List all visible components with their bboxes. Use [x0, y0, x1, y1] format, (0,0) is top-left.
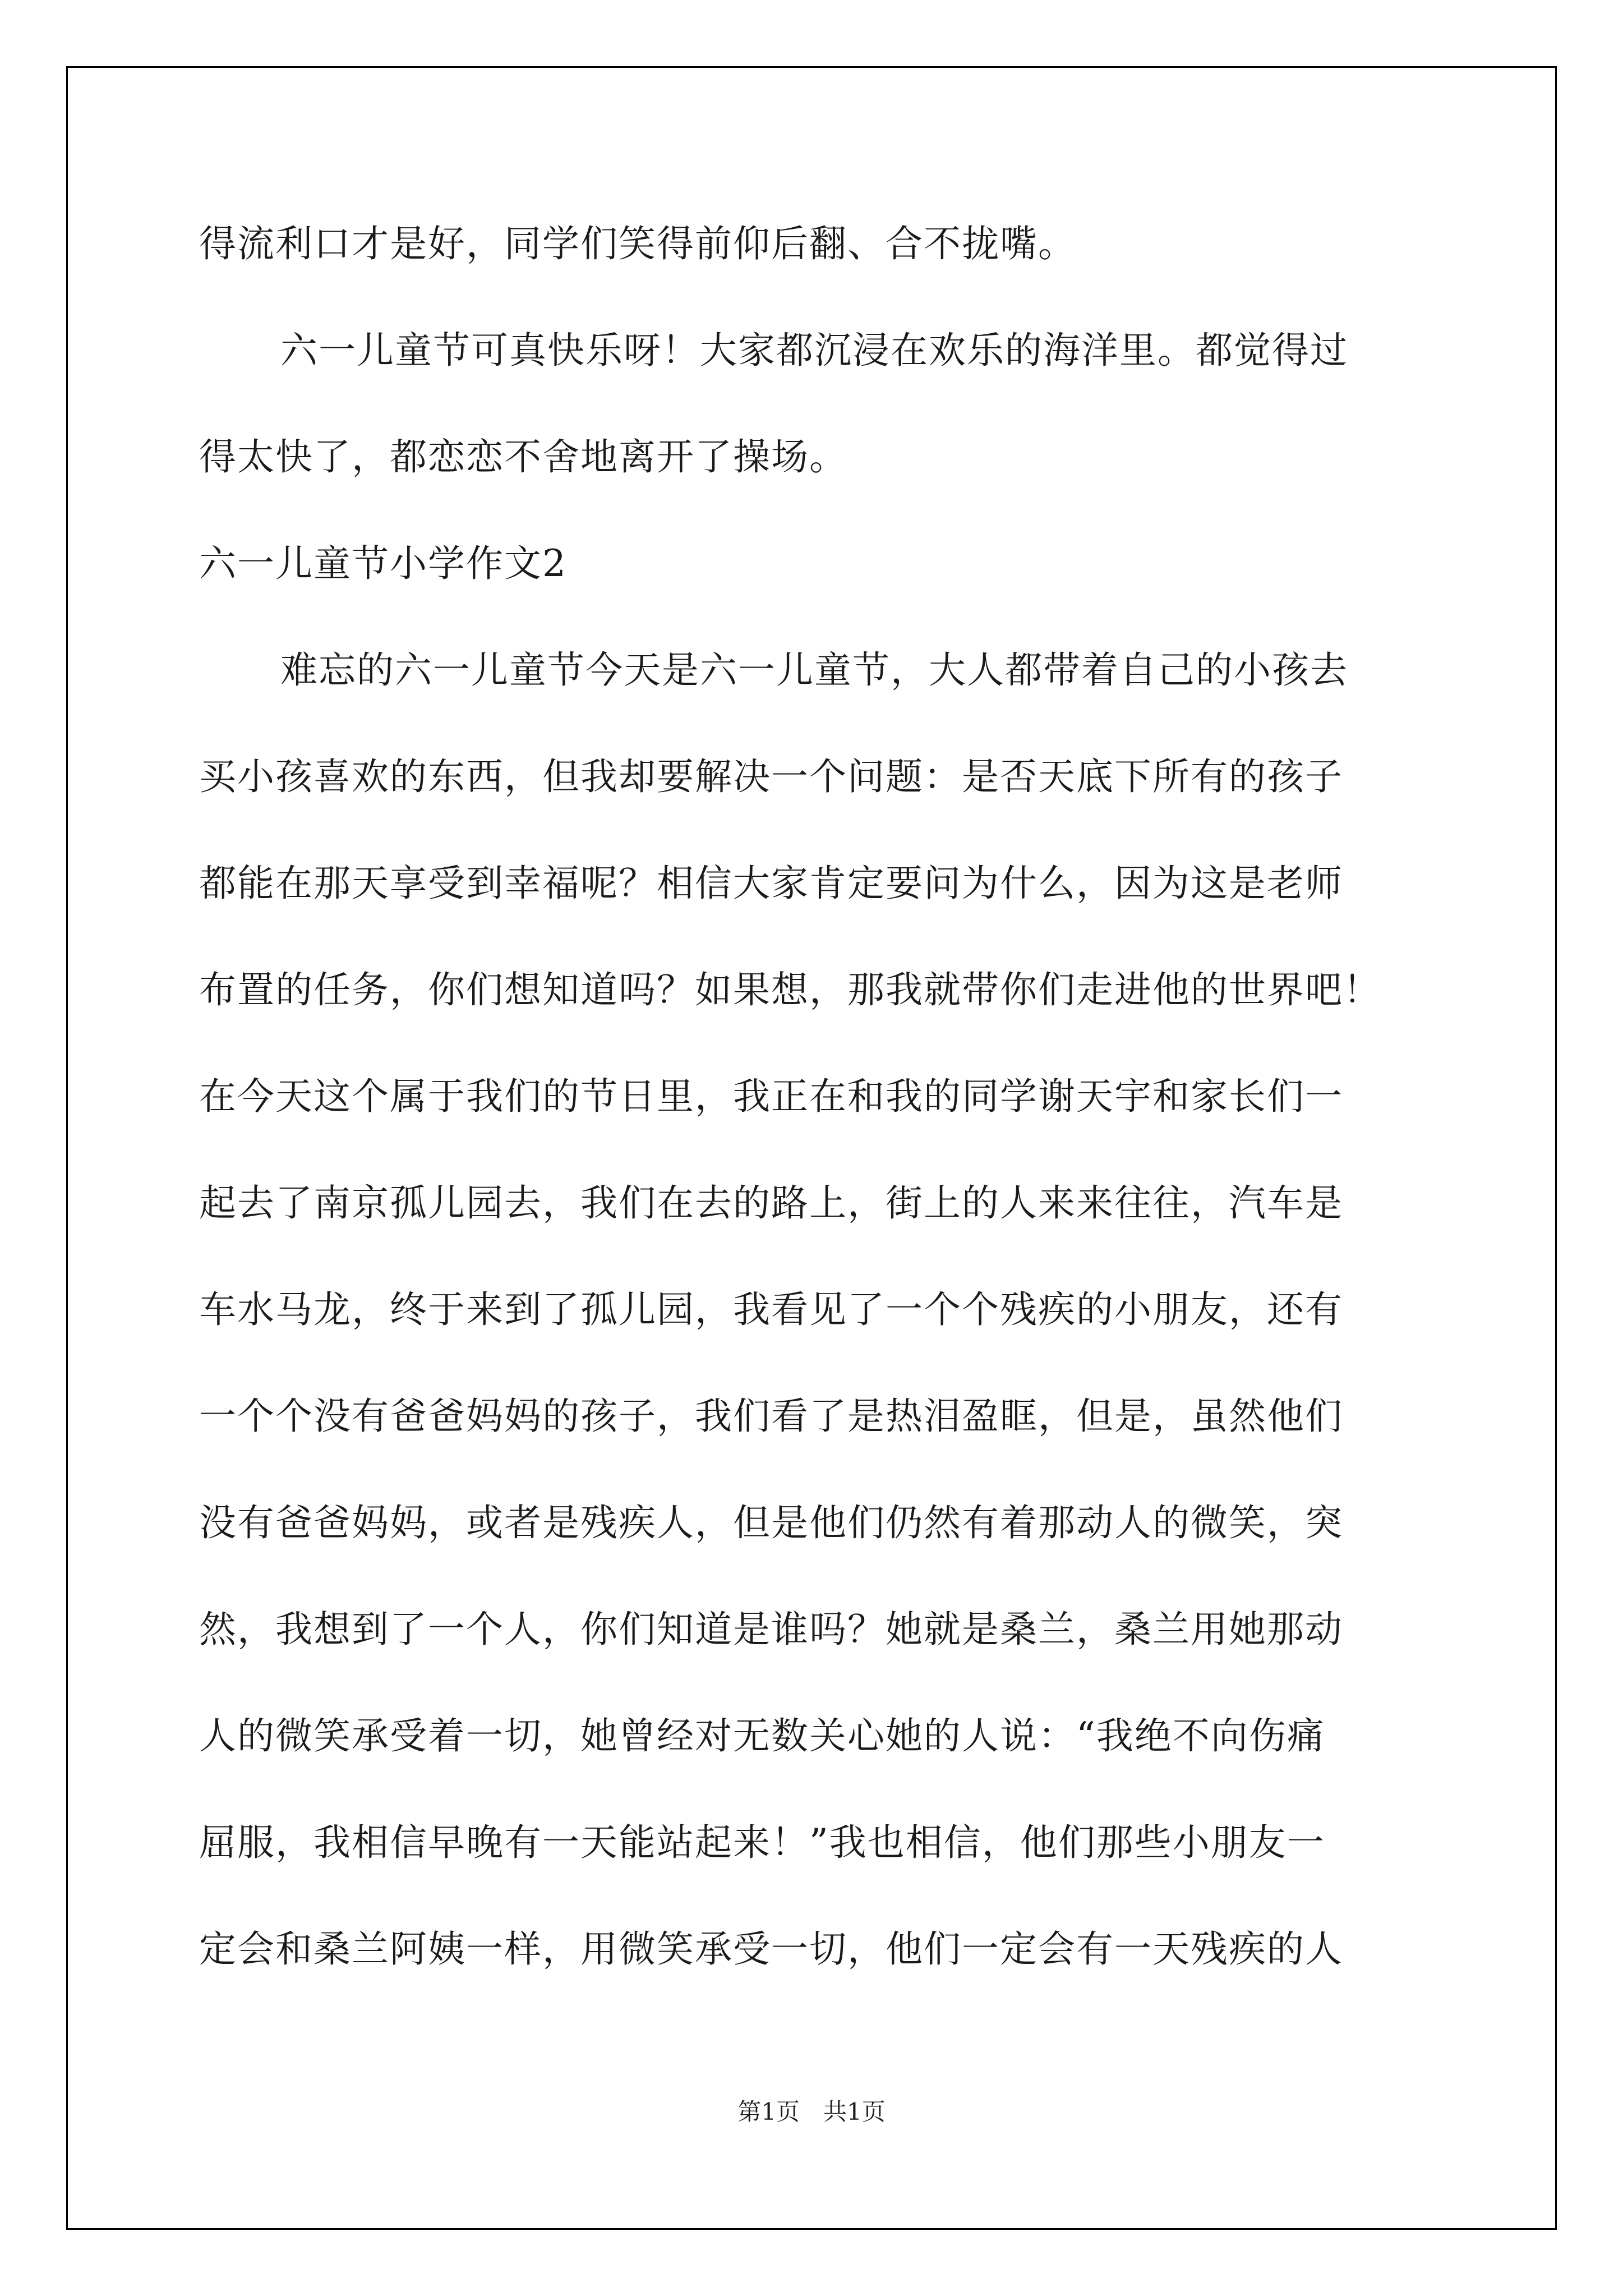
- document-body: [199, 213, 1455, 2025]
- page-footer: 第1页 共1页: [737, 2098, 886, 2125]
- text-line: 人的微笑承受着一切，她曾经对无数关心她的人说：“我绝不向伤痛: [199, 1714, 1325, 1757]
- text-line: 车水马龙，终于来到了孤儿园，我看见了一个个残疾的小朋友，还有: [199, 1288, 1343, 1331]
- text-line: 得太快了，都恋恋不舍地离开了操场。: [199, 435, 847, 478]
- text-line: 定会和桑兰阿姨一样，用微笑承受一切，他们一定会有一天残疾的人: [199, 1927, 1343, 1971]
- text-line: 起去了南京孤儿园去，我们在去的路上，街上的人来来往往，汽车是: [199, 1181, 1343, 1225]
- paragraph-start-line: 难忘的六一儿童节今天是六一儿童节，大人都带着自己的小孩去: [280, 648, 1348, 692]
- text-line: 在今天这个属于我们的节日里，我正在和我的同学谢天宇和家长们一: [199, 1075, 1343, 1118]
- text-line: 都能在那天享受到幸福呢？相信大家肯定要问为什么，因为这是老师: [199, 862, 1343, 905]
- text-line: 布置的任务，你们想知道吗？如果想，那我就带你们走进他的世界吧！: [199, 968, 1381, 1011]
- section-heading: 六一儿童节小学作文2: [199, 542, 567, 585]
- text-line: 然，我想到了一个人，你们知道是谁吗？她就是桑兰，桑兰用她那动: [199, 1608, 1343, 1651]
- text-line: 一个个没有爸爸妈妈的孩子，我们看了是热泪盈眶，但是，虽然他们: [199, 1395, 1343, 1438]
- text-line: 没有爸爸妈妈，或者是残疾人，但是他们仍然有着那动人的微笑，突: [199, 1501, 1343, 1544]
- paragraph-start-line: 六一儿童节可真快乐呀！大家都沉浸在欢乐的海洋里。都觉得过: [280, 329, 1348, 372]
- text-line: 买小孩喜欢的东西，但我却要解决一个问题：是否天底下所有的孩子: [199, 755, 1343, 798]
- text-line: 得流利口才是好，同学们笑得前仰后翻、合不拢嘴。: [199, 222, 1076, 265]
- text-line: 屈服，我相信早晚有一天能站起来！”我也相信，他们那些小朋友一: [199, 1821, 1325, 1864]
